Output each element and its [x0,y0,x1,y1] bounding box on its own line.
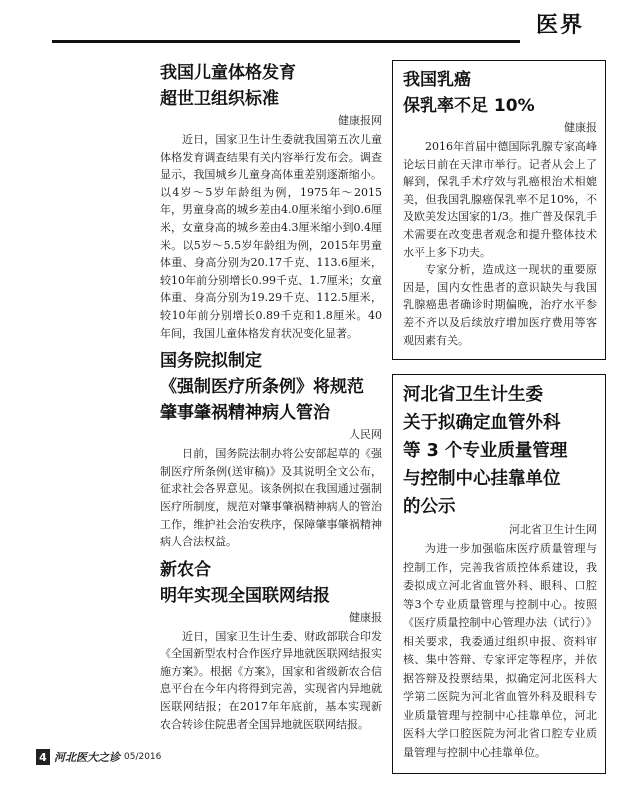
title-line: 保乳率不足 10% [403,96,535,116]
article-title [160,557,382,609]
title-line: 的公示 [403,497,456,517]
title-line: 新农合 [160,559,211,580]
title-line: 《强制医疗所条例》将规范 [160,377,364,398]
title-line: 我国乳癌 [403,70,471,90]
page-number: 4 [36,749,50,765]
page-header [52,8,592,46]
issue-date: 05/2016 [124,752,162,762]
title-line: 与控制中心挂靠单位 [403,469,561,489]
title-line: 我国儿童体格发育 [160,63,296,83]
article-source: 健康报 [349,610,382,624]
title-line: 明年实现全国联网结报 [160,585,330,606]
article-source: 人民网 [349,428,382,442]
article-body: 日前，国务院法制办将公安部起草的《强制医疗所条例(送审稿)》及其说明全文公布，征求社会各界意见。该条例拟在我国通过强制医疗所制度，规范对肇事肇祸精神病人的管治工作，维护社会治安秩序，保障肇事肇祸精神病人合法权益。 [160,447,382,549]
article-source: 健康报 [564,121,597,134]
article-source: 健康报网 [338,114,382,127]
article-body: 为进一步加强临床医疗质量管理与控制工作，完善我省质控体系建设，我委拟成立河北省血管外科、眼科、口腔等3个专业质量管理与控制中心。按照《医疗质量控制中心管理办法（试行）》相关要求，我委通过组织申报、资料审核、集中答辩、专家评定等程序，并依据答辩及投票结果，拟确定河北医科大学第二医院为河北省血管外科及眼科专业质量管理与控制中心挂靠单位，河北医科大学口腔医院为河北省口腔专业质量管理与控制中心挂靠单位。 [403,542,597,759]
article-child-growth [160,60,382,342]
article-body-paragraph: 2016年首届中德国际乳腺专家高峰论坛日前在天津市举行。记者从会上了解到，保乳手术疗效与乳癌根治术相媲美，但我国乳腺癌保乳率不足10%，不及欧美发达国家的1/3。推广普及保乳手术需要在改变患者观念和提升整体技术水平上多下功夫。 [403,140,597,259]
magazine-logo: 河北医大之诊 [54,751,120,764]
article-title [160,348,382,426]
header-rule [52,40,520,43]
page-footer [36,748,161,766]
left-column [160,60,382,739]
title-line: 关于拟确定血管外科 [403,413,561,433]
article-body: 近日，国家卫生计生委就我国第五次儿童体格发育调查结果有关内容举行发布会。调查显示，我国城乡儿童身高体重差别逐渐缩小。以4岁～5岁年龄组为例，1975年～2015年，男童身高的城乡差由4.0厘米缩小到0.6厘米，女童身高的城乡差由4.3厘米缩小到0.4厘米。以5岁～5.5岁年龄组为例，2015年男童体重、身高分别为20.17千克、113.6厘米，较10年前分别增长0.99千克、1.7厘米；女童体重、身高分别为19.29千克、112.5厘米，较10年前分别增长0.89千克和1.8厘米。40年间，我国儿童体格发育状况变化显著。 [160,133,382,340]
title-line: 国务院拟制定 [160,351,262,372]
right-column [392,60,606,774]
article-rural-insurance [160,557,382,734]
title-line: 超世卫组织标准 [160,89,279,109]
section-label: 医界 [535,13,584,38]
article-forced-medical [160,348,382,551]
title-line: 肇事肇祸精神病人管治 [160,403,330,424]
article-title [403,67,597,119]
article-hebei-notice [392,374,606,774]
title-line: 河北省卫生计生委 [403,385,543,405]
article-body: 近日，国家卫生计生委、财政部联合印发《全国新型农村合作医疗异地就医联网结报实施方案》。根据《方案》，国家和省级新农合信息平台在今年内将得到完善，实现省内异地就医联网结报；在2017年年底前，基本实现新农合转诊住院患者全国异地就医联网结报。 [160,629,382,731]
article-body-paragraph: 专家分析，造成这一现状的重要原因是，国内女性患者的意识缺失与我国乳腺癌患者确诊时期偏晚，治疗水平参差不齐以及后续放疗增加医疗费用等客观因素有关。 [403,263,597,347]
article-source: 河北省卫生计生网 [509,523,597,536]
title-line: 等 3 个专业质量管理 [403,441,568,461]
article-breast-cancer [392,60,606,360]
article-title [403,381,597,521]
article-title [160,60,382,112]
